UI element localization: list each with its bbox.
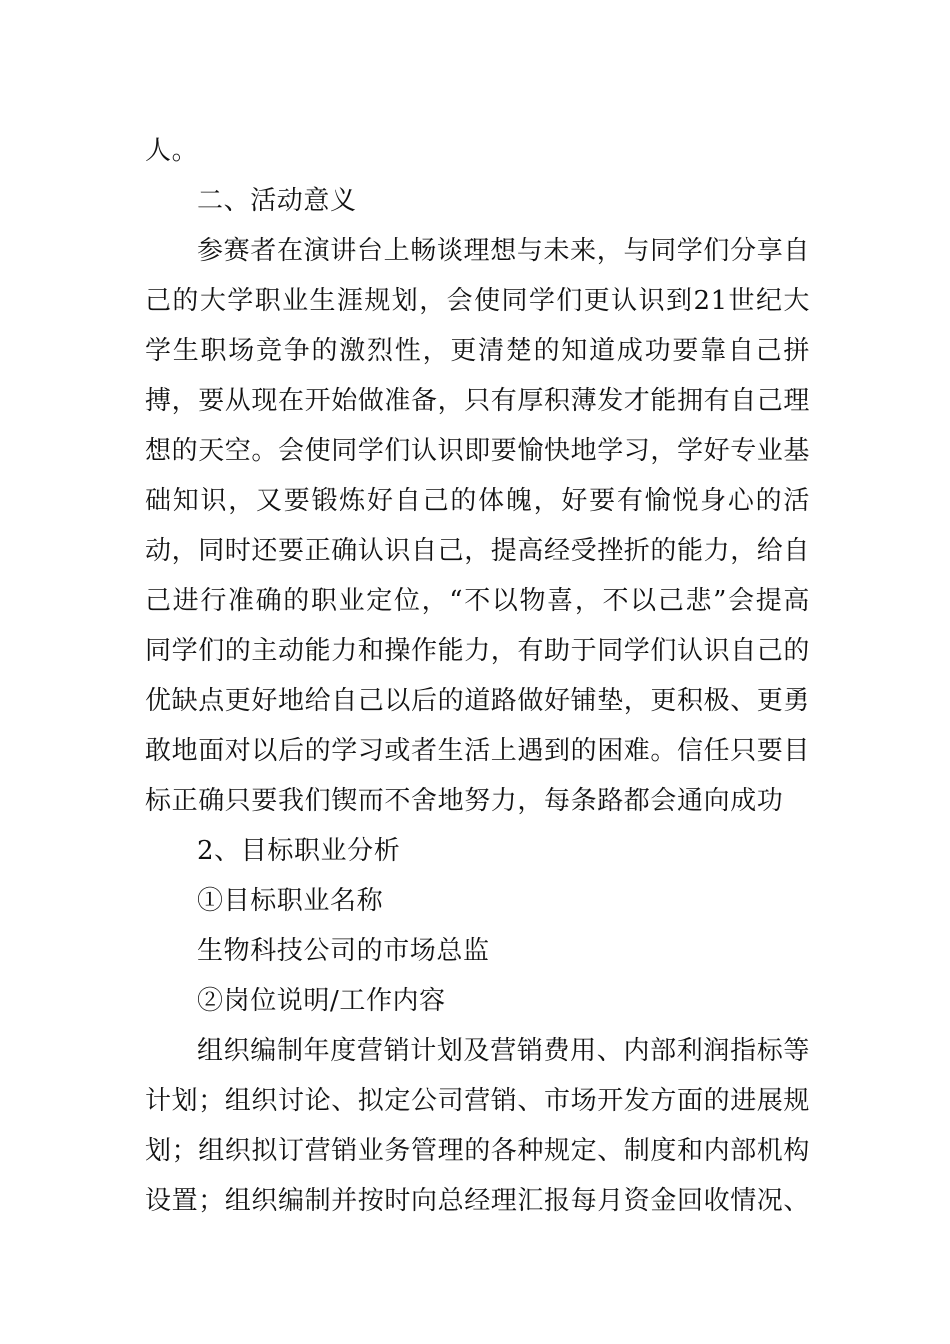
subheading-target-career-name: ①目标职业名称 <box>197 886 384 916</box>
target-career-name: 生物科技公司的市场总监 <box>197 936 490 966</box>
subheading-job-description: ②岗位说明/工作内容 <box>197 986 446 1016</box>
paragraph-continuation: 人。 <box>145 136 199 166</box>
section-heading-activity-significance: 二、活动意义 <box>197 186 357 216</box>
document-body <box>145 126 810 1226</box>
paragraph-job-description: 组织编制年度营销计划及营销费用、内部利润指标等计划；组织讨论、拟定公司营销、市场开发方面的进展规划；组织拟订营销业务管理的各种规定、制度和内部机构设置；组织编制并按时向总经理汇报每月资金回收情况、 <box>145 1036 811 1216</box>
section-heading-target-career-analysis: 2、目标职业分析 <box>197 836 401 866</box>
paragraph-activity-significance: 参赛者在演讲台上畅谈理想与未来，与同学们分享自己的大学职业生涯规划，会使同学们更认识到21世纪大学生职场竞争的激烈性，更清楚的知道成功要靠自己拼搏，要从现在开始做准备，只有厚积薄发才能拥有自己理想的天空。会使同学们认识即要愉快地学习，学好专业基础知识，又要锻炼好自己的体魄，好要有愉悦身心的活动，同时还要正确认识自己，提高经受挫折的能力，给自己进行准确的职业定位，“不以物喜，不以己悲”会提高同学们的主动能力和操作能力，有助于同学们认识自己的优缺点更好地给自己以后的道路做好铺垫，更积极、更勇敢地面对以后的学习或者生活上遇到的困难。信任只要目标正确只要我们锲而不舍地努力，每条路都会通向成功 <box>145 236 811 816</box>
